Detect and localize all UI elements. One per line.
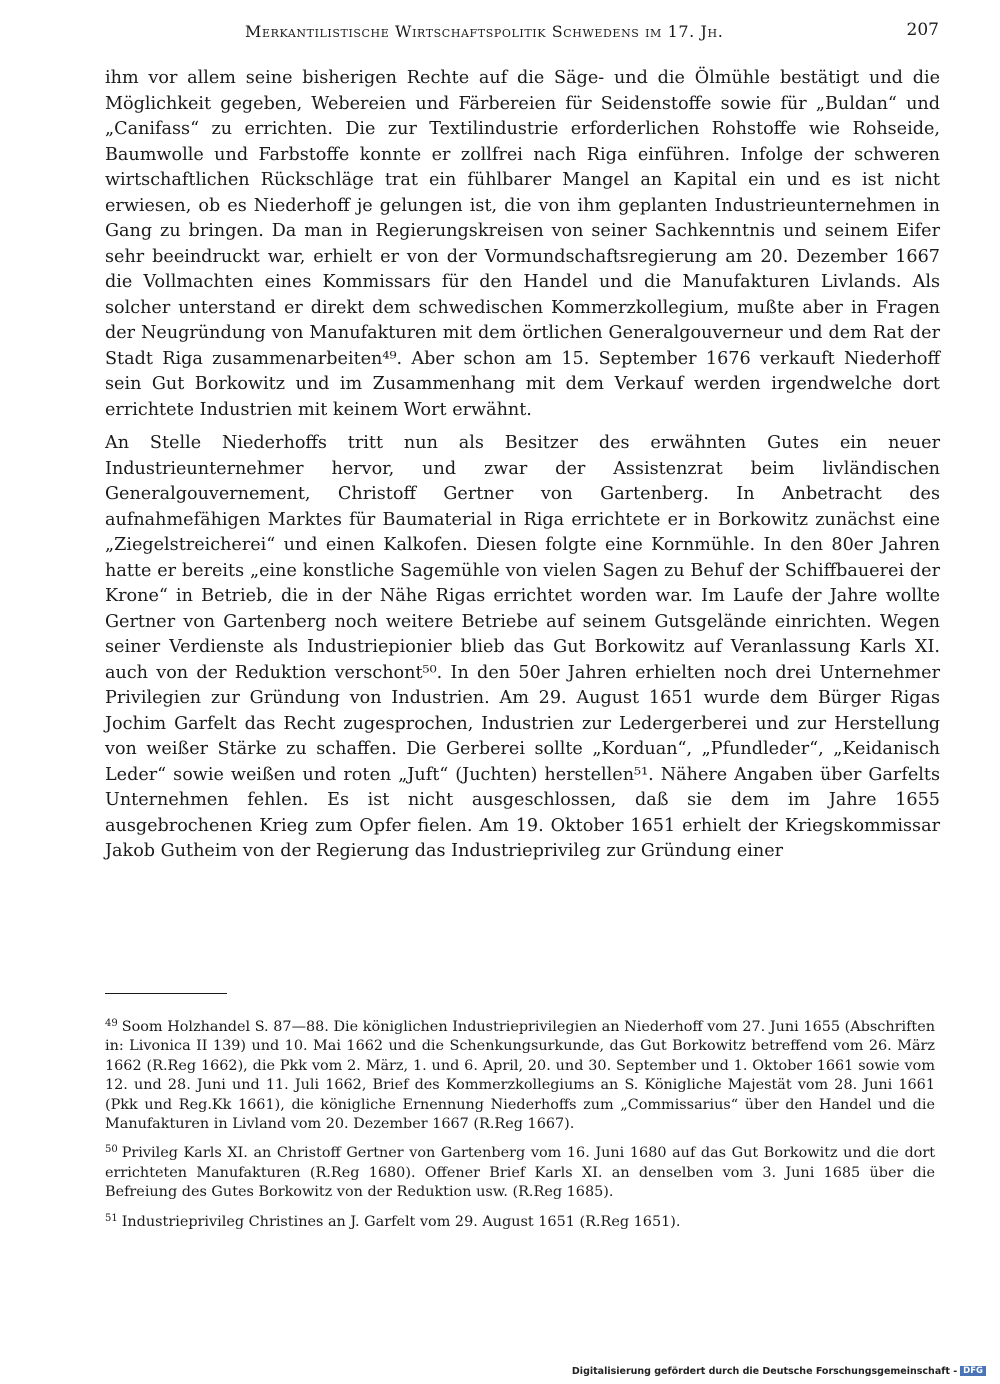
footnote-text: Privileg Karls XI. an Christoff Gertner von Gartenberg vom 16. Juni 1680 auf das Gut Borkowitz und die dort errichteten Manufakturen (R.Reg 1680). Offener Brief Karls XI. an denselben vom 3. Juni 1685 über die Befreiung des Gutes Borkowitz von der Reduktion usw. (R.Reg 1685). — [105, 1145, 935, 1201]
footnote-text: Soom Holzhandel S. 87—88. Die königlichen Industrieprivilegien an Niederhoff vom 27. Juni 1655 (Abschriften in: Livonica II 139) und 10. Mai 1662 und die Schenkungsurkunde, das Gut Borkowitz betreffend vom 26. März 1662 (R.Reg 1662), die Pkk vom 2. März, 1. und 6. April, 20. und 30. September und 1. Oktober 1661 sowie vom 12. und 28. Juni und 11. Juli 1662, Brief des Kommerzkollegiums an S. Königliche Majestät vom 28. Juni 1661 (Pkk und Reg.Kk 1661), die königliche Ernennung Niederhoffs zum „Commissarius“ über den Handel und die Manufakturen in Livland vom 20. Dezember 1667 (R.Reg 1667). — [105, 1019, 935, 1133]
body-text — [105, 66, 940, 873]
body-paragraph: An Stelle Niederhoffs tritt nun als Besitzer des erwähnten Gutes ein neuer Industrieunternehmer hervor, und zwar der Assistenzrat beim livländischen Generalgouvernement, Christoff Gertner von Gartenberg. In Anbetracht des aufnahmefähigen Marktes für Baumaterial in Riga errichtete er in Borkowitz zunächst eine „Ziegelstreicherei“ und einen Kalkofen. Diesen folgte eine Kornmühle. In den 80er Jahren hatte er bereits „eine konstliche Sagemühle von vielen Sagen zu Behuf der Schiffbauerei der Krone“ in Betrieb, die in der Nähe Rigas errichtet worden war. Im Laufe der Jahre wollte Gertner von Gartenberg noch weitere Betriebe auf seinem Gutsgelände einrichten. Wegen seiner Verdienste als Industriepionier blieb das Gut Borkowitz auf Veranlassung Karls XI. auch von der Reduktion verschont⁵⁰. In den 50er Jahren erhielten noch drei Unternehmer Privilegien zur Gründung von Industrien. Am 29. August 1651 wurde dem Bürger Rigas Jochim Garfelt das Recht zugesprochen, Industrien zur Ledergerberei und zur Herstellung von weißer Stärke zu schaffen. Die Gerberei sollte „Korduan“, „Pfundleder“, „Keidanisch Leder“ sowie weißen und roten „Juft“ (Juchten) herstellen⁵¹. Nähere Angaben über Garfelts Unternehmen fehlen. Es ist nicht ausgeschlossen, daß sie dem im Jahre 1655 ausgebrochenen Krieg zum Opfer fielen. Am 19. Oktober 1651 erhielt der Kriegskommissar Jakob Gutheim von der Regierung das Industrieprivileg zur Gründung einer — [105, 433, 940, 861]
footnotes — [105, 1014, 935, 1238]
dfg-logo: DFG — [960, 1366, 986, 1376]
footnote-number: 50 — [105, 1144, 118, 1156]
footnote — [105, 1140, 935, 1202]
running-head: Merkantilistische Wirtschaftspolitik Schwedens im 17. Jh. — [245, 22, 724, 41]
page-header — [105, 18, 945, 44]
credit-text: Digitalisierung gefördert durch die Deutsche Forschungsgemeinschaft - — [571, 1366, 958, 1377]
footnote-number: 51 — [105, 1212, 118, 1224]
body-paragraph: ihm vor allem seine bisherigen Rechte auf die Säge- und die Ölmühle bestätigt und die Möglichkeit gegeben, Webereien und Färbereien für Seidenstoffe sowie für „Buldan“ und „Canifass“ zu errichten. Die zur Textilindustrie erforderlichen Rohstoffe wie Rohseide, Baumwolle und Farbstoffe konnte er zollfrei nach Riga einführen. Infolge der schweren wirtschaftlichen Rückschläge trat ein fühlbarer Mangel an Kapital ein und es ist nicht erwiesen, ob es Niederhoff je gelungen ist, die von ihm geplanten Industrieunternehmen in Gang zu bringen. Da man in Regierungskreisen von seiner Sachkenntnis und seinem Eifer sehr beeindruckt war, erhielt er von der Vormundschaftsregierung am 20. Dezember 1667 die Vollmachten eines Kommissars für den Handel und die Manufakturen Livlands. Als solcher unterstand er direkt dem schwedischen Kommerzkollegium, mußte aber in Fragen der Neugründung von Manufakturen mit dem örtlichen Generalgouverneur und dem Rat der Stadt Riga zusammenarbeiten⁴⁹. Aber schon am 15. September 1676 verkauft Niederhoff sein Gut Borkowitz und im Zusammenhang mit dem Verkauf werden irgendwelche dort errichtete Industrien mit keinem Wort erwähnt. — [105, 68, 940, 420]
footnote — [105, 1014, 935, 1134]
footnote — [105, 1209, 935, 1232]
page-number: 207 — [906, 20, 939, 40]
footnote-text: Industrieprivileg Christines an J. Garfelt vom 29. August 1651 (R.Reg 1651). — [121, 1213, 681, 1230]
footnote-number: 49 — [105, 1018, 118, 1029]
digitization-credit — [572, 1366, 986, 1377]
footnote-divider — [105, 993, 227, 994]
